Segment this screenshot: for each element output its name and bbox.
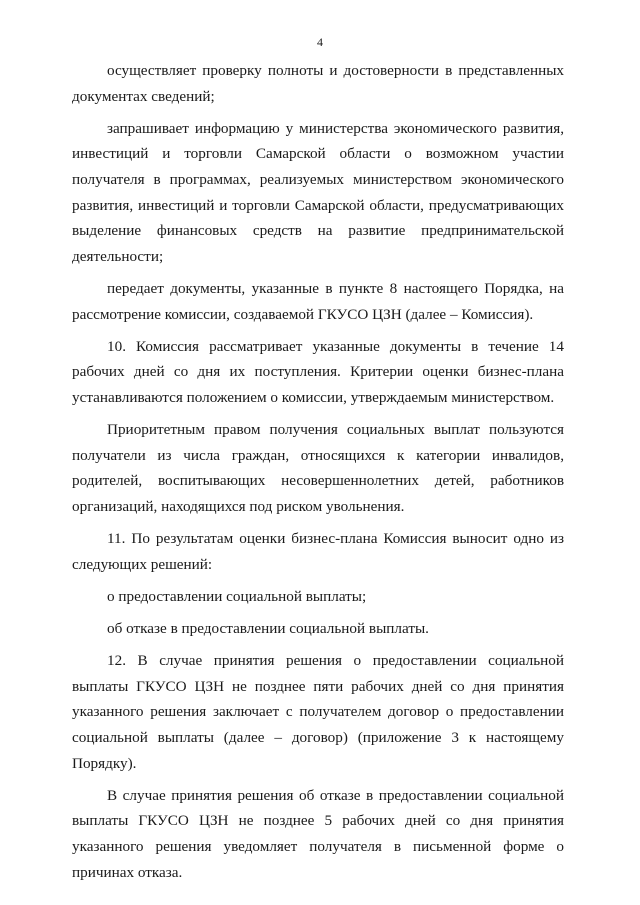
page-number: 4	[317, 35, 323, 49]
paragraph-clause-10: 10. Комиссия рассматривает указанные документы в течение 14 рабочих дней со дня их поступления. Критерии оценки бизнес-плана устанавливаются положением о комиссии, утверждаемым министерством.	[72, 337, 564, 406]
document-body	[72, 58, 564, 892]
paragraph-information-request: запрашивает информацию у министерства экономического развития, инвестиций и торговли Самарской области о возможном участии получателя в программах, реализуемых министерством экономического развития, инвестиций и торговли Самарской области, предусматривающих выделение финансовых средств на развитие предпринимательской деятельности;	[72, 119, 564, 265]
paragraph-transfer-documents: передает документы, указанные в пункте 8 настоящего Порядка, на рассмотрение комиссии, создаваемой ГКУСО ЦЗН (далее – Комиссия).	[72, 279, 564, 323]
paragraph-priority-right: Приоритетным правом получения социальных выплат пользуются получатели из числа граждан, относящихся к категории инвалидов, родителей, воспитывающих несовершеннолетних детей, работников организаций, находящихся под риском увольнения.	[72, 421, 564, 515]
paragraph-clause-11: 11. По результатам оценки бизнес-плана Комиссия выносит одно из следующих решений:	[72, 530, 564, 573]
paragraph-decision-refuse: об отказе в предоставлении социальной выплаты.	[107, 620, 429, 638]
paragraph-clause-12: 12. В случае принятия решения о предоставлении социальной выплаты ГКУСО ЦЗН не позднее пяти рабочих дней со дня принятия указанного решения заключает с получателем договор о предоставлении социальной выплаты (далее – договор) (приложение 3 к настоящему Порядку).	[72, 652, 564, 772]
paragraph-decision-grant: о предоставлении социальной выплаты;	[107, 587, 367, 605]
paragraph-verification: осуществляет проверку полноты и достоверности в представленных документах сведений;	[72, 62, 564, 105]
paragraph-refusal-notice: В случае принятия решения об отказе в предоставлении социальной выплаты ГКУСО ЦЗН не позднее 5 рабочих дней со дня принятия указанного решения уведомляет получателя в письменной форме о причинах отказа.	[72, 786, 564, 881]
